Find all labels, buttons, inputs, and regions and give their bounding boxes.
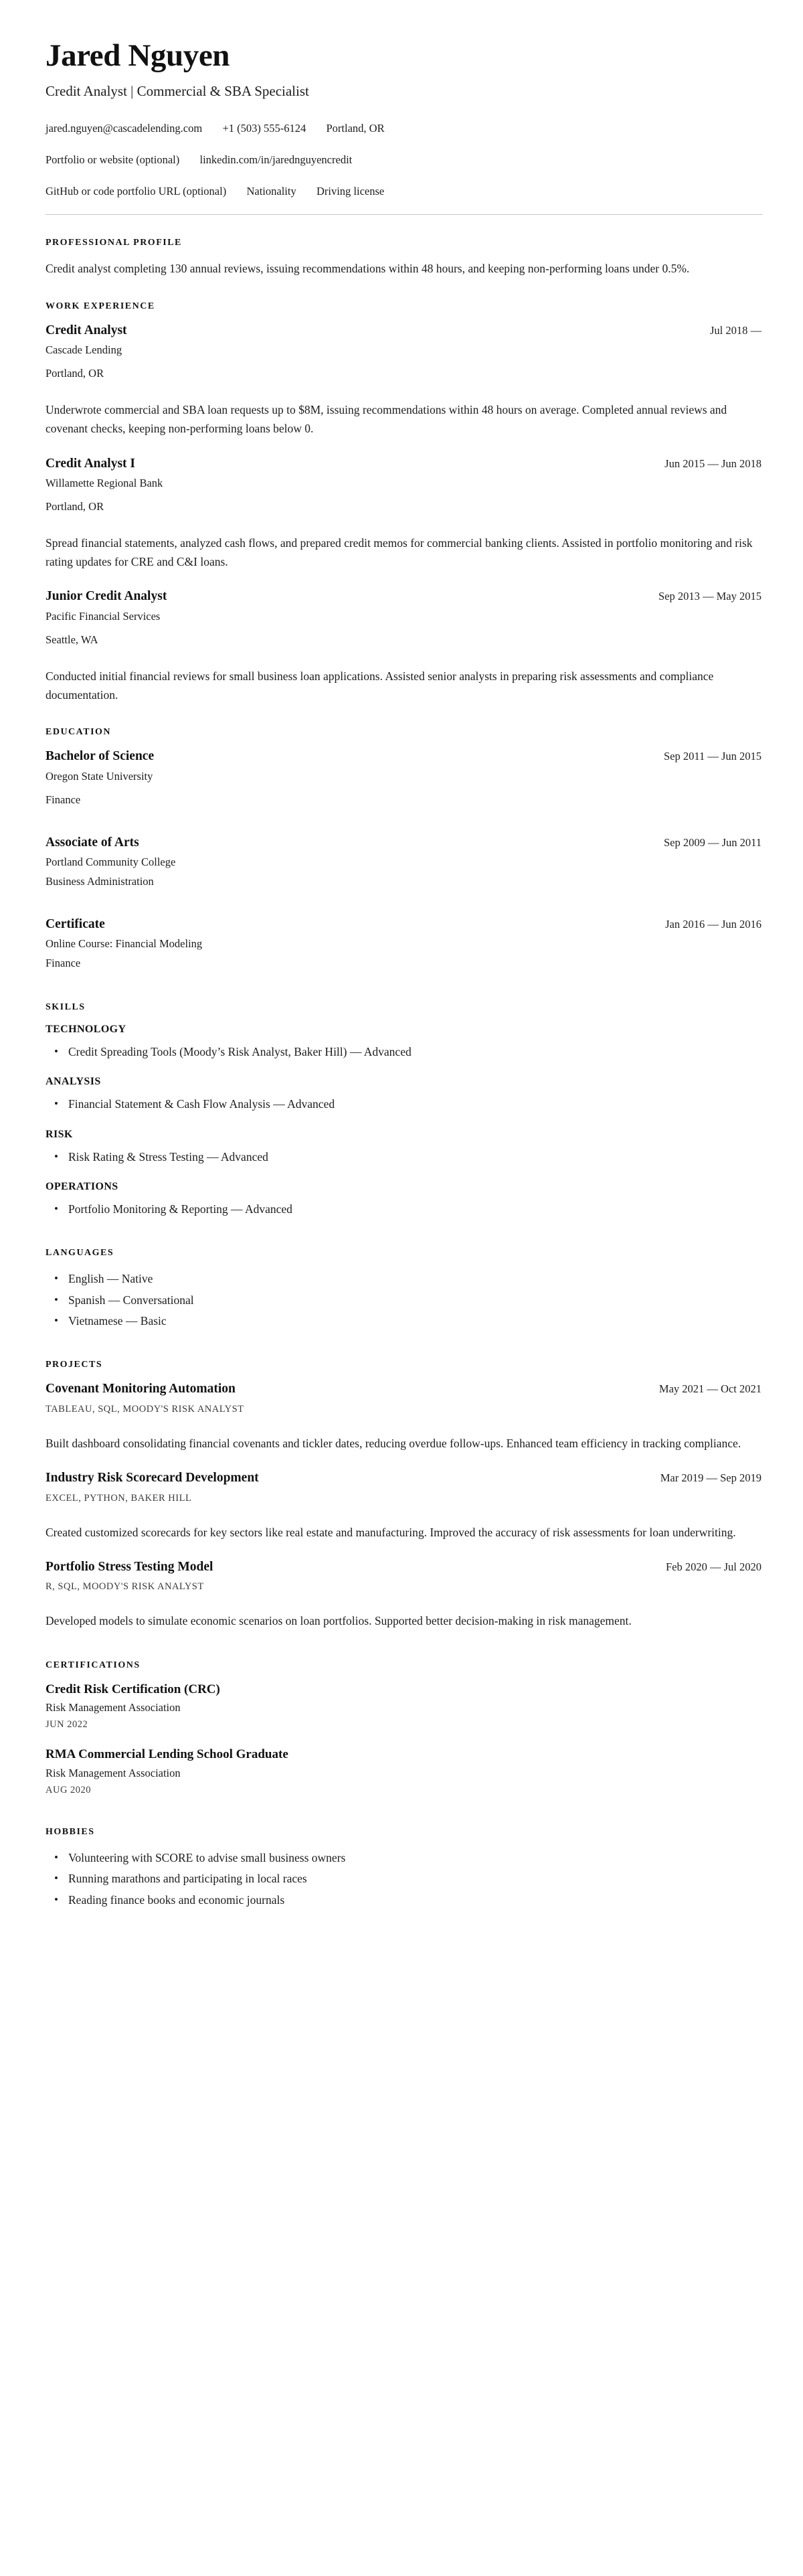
project-title: Covenant Monitoring Automation [46,1382,236,1396]
experience-company: Cascade Lending [46,343,122,357]
project-description: Built dashboard consolidating financial covenants and tickler dates, reducing overdue follow-ups. Enhanced team efficiency in tracking compliance. [46,1436,741,1450]
education-dates: Jan 2016 — Jun 2016 [665,917,762,931]
certification-entry [46,1747,762,1796]
hobby-item: • Reading finance books and economic journals [46,1890,762,1909]
section-certifications [46,1660,762,1797]
experience-entry-header [46,323,762,339]
project-entry-header [46,1470,762,1486]
project-dates: Feb 2020 — Jul 2020 [665,1560,762,1573]
linkedin-text: linkedin.com/in/jarednguyencredit [199,153,353,166]
education-entry-header [46,835,762,851]
skill-list [46,1200,762,1218]
skill-group-title: OPERATIONS [46,1181,118,1193]
education-degree: Bachelor of Science [46,749,155,764]
experience-job-title: Junior Credit Analyst [46,589,167,604]
experience-entry-header [46,588,762,605]
section-professional-profile [46,238,762,278]
experience-description: Underwrote commercial and SBA loan requests up to $8M, issuing recommendations within 48 hours on average. Completed annual reviews and covenant checks, keeping non-performing loans below 0. [46,402,727,436]
skill-item: • Credit Spreading Tools (Moody’s Risk Analyst, Baker Hill) — Advanced [46,1042,762,1061]
contact-line-web [46,152,762,169]
education-dates: Sep 2009 — Jun 2011 [663,835,762,849]
project-title: Industry Risk Scorecard Development [46,1471,259,1485]
phone-text: +1 (503) 555-6124 [222,122,306,135]
skill-item: • Risk Rating & Stress Testing — Advanced [46,1147,762,1166]
project-entry [46,1559,762,1631]
experience-entry-header [46,456,762,472]
experience-description: Spread financial statements, analyzed cash flows, and prepared credit memos for commercial banking clients. Assisted in portfolio monitoring and risk rating updates for CRE and C&I loans. [46,536,753,569]
contact-line-extra [46,183,762,200]
header-divider [46,214,763,215]
experience-location: Portland, OR [46,366,104,380]
skill-group-title: TECHNOLOGY [46,1024,126,1036]
section-title-certifications: CERTIFICATIONS [46,1660,141,1670]
experience-location: Seattle, WA [46,633,98,646]
certification-title: RMA Commercial Lending School Graduate [46,1747,288,1762]
profile-summary-text: Credit analyst completing 130 annual reviews, issuing recommendations within 48 hours, and keeping non-performing loans under 0.5%. [46,262,690,276]
driving-license-placeholder-text: Driving license [316,184,385,197]
skill-group [46,1024,762,1061]
certification-date: JUN 2022 [46,1719,88,1730]
project-tech-stack: EXCEL, PYTHON, BAKER HILL [46,1492,192,1504]
portfolio-placeholder-text: Portfolio or website (optional) [46,153,180,166]
skill-group [46,1076,762,1113]
section-title-projects: PROJECTS [46,1360,103,1370]
project-entry [46,1381,762,1453]
section-title-education: EDUCATION [46,727,112,738]
language-item: • English — Native [46,1269,762,1288]
section-title-experience: WORK EXPERIENCE [46,301,155,311]
hobby-list [46,1848,762,1909]
language-item: • Spanish — Conversational [46,1291,762,1309]
section-title-skills: SKILLS [46,1002,86,1013]
resume-header [46,39,762,215]
experience-entry [46,456,762,572]
skill-group-title: RISK [46,1128,73,1140]
skill-group [46,1129,762,1166]
contact-line-primary [46,120,762,137]
github-placeholder-text: GitHub or code portfolio URL (optional) [46,184,227,197]
skill-group-title: ANALYSIS [46,1076,101,1088]
education-institution: Portland Community College [46,855,176,868]
skill-group [46,1181,762,1218]
skill-item: • Portfolio Monitoring & Reporting — Advanced [46,1200,762,1218]
experience-dates: Jul 2018 — [709,323,762,337]
section-title-profile: PROFESSIONAL PROFILE [46,238,182,248]
nationality-placeholder-text: Nationality [246,184,296,197]
education-entry [46,835,762,890]
project-entry [46,1470,762,1542]
project-dates: May 2021 — Oct 2021 [658,1382,762,1396]
project-entry-header [46,1381,762,1397]
education-entry [46,916,762,971]
section-skills [46,1002,762,1218]
certification-issuer: Risk Management Association [46,1701,181,1714]
section-projects [46,1360,762,1630]
experience-dates: Sep 2013 — May 2015 [658,590,762,603]
section-education [46,727,762,971]
language-item: • Vietnamese — Basic [46,1311,762,1330]
skill-list [46,1147,762,1166]
education-entry-header [46,748,762,764]
education-institution: Oregon State University [46,769,153,783]
experience-job-title: Credit Analyst I [46,456,135,471]
education-field: Business Administration [46,874,154,888]
education-entry-header [46,916,762,933]
candidate-name: Jared Nguyen [46,38,230,73]
skill-item: • Financial Statement & Cash Flow Analysis — Advanced [46,1095,762,1113]
skill-list [46,1042,762,1061]
education-dates: Sep 2011 — Jun 2015 [663,750,762,763]
certification-issuer: Risk Management Association [46,1767,181,1780]
experience-company: Willamette Regional Bank [46,476,163,489]
experience-location: Portland, OR [46,499,104,513]
experience-description: Conducted initial financial reviews for small business loan applications. Assisted senior analysts in preparing risk assessments and compliance documentation. [46,669,714,702]
experience-entry [46,588,762,704]
section-work-experience [46,301,762,705]
project-dates: Mar 2019 — Sep 2019 [660,1471,762,1485]
education-field: Finance [46,957,81,970]
section-title-languages: LANGUAGES [46,1248,114,1259]
certification-date: AUG 2020 [46,1785,92,1796]
language-list [46,1269,762,1330]
certification-title: Credit Risk Certification (CRC) [46,1682,220,1696]
section-hobbies [46,1827,762,1909]
project-description: Developed models to simulate economic scenarios on loan portfolios. Supported better decision-making in risk management. [46,1614,632,1628]
location-text: Portland, OR [326,122,385,135]
project-title: Portfolio Stress Testing Model [46,1559,213,1574]
project-description: Created customized scorecards for key sectors like real estate and manufacturing. Improved the accuracy of risk assessments for loan underwriting. [46,1525,736,1539]
email-text: jared.nguyen@cascadelending.com [46,122,203,135]
skill-list [46,1095,762,1113]
education-field: Finance [46,793,81,806]
education-degree: Certificate [46,916,105,931]
education-institution: Online Course: Financial Modeling [46,937,203,951]
candidate-headline: Credit Analyst | Commercial & SBA Specialist [46,82,309,99]
project-tech-stack: R, SQL, MOODY'S RISK ANALYST [46,1581,204,1593]
certification-entry [46,1682,762,1731]
project-entry-header [46,1559,762,1575]
experience-entry [46,323,762,438]
hobby-item: • Volunteering with SCORE to advise small business owners [46,1848,762,1867]
experience-job-title: Credit Analyst [46,323,127,337]
project-tech-stack: TABLEAU, SQL, MOODY'S RISK ANALYST [46,1403,244,1415]
experience-company: Pacific Financial Services [46,609,161,623]
education-degree: Associate of Arts [46,835,139,850]
hobby-item: • Running marathons and participating in local races [46,1869,762,1888]
section-title-hobbies: HOBBIES [46,1827,95,1838]
section-languages [46,1248,762,1330]
education-entry [46,748,762,807]
experience-dates: Jun 2015 — Jun 2018 [664,457,762,470]
